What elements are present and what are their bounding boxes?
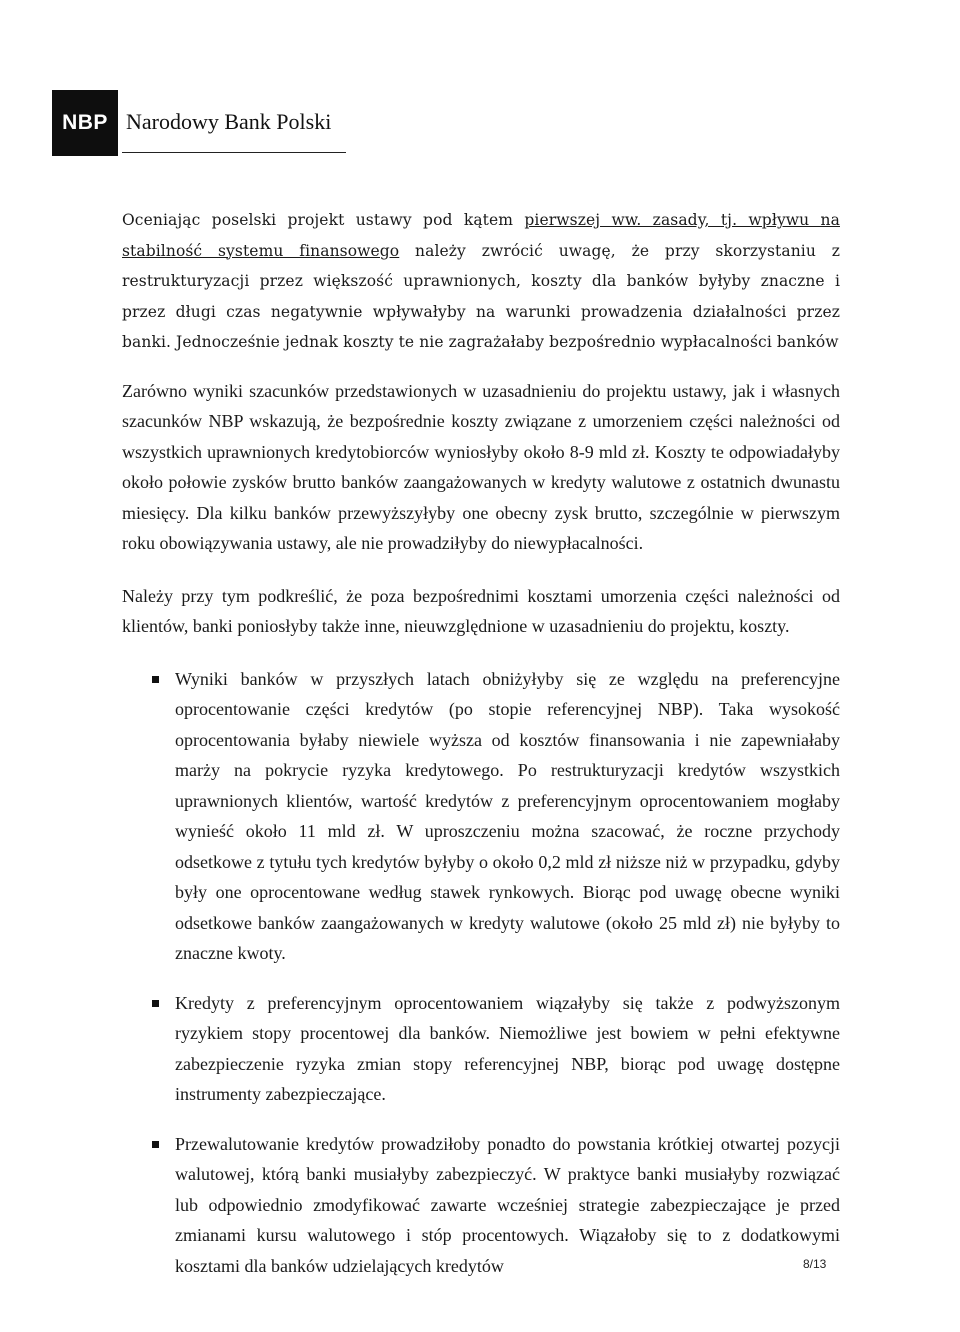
bullet-square-icon [152, 676, 159, 683]
logo-text: NBP [62, 111, 108, 134]
bullet-square-icon [152, 1141, 159, 1148]
bullet-text: Wyniki banków w przyszłych latach obniżyłyby się ze względu na preferencyjne oprocentowanie części kredytów (po stopie referencyjnej NBP). Taka wysokość oprocentowania byłaby niewiele wyższa od kosztów finansowania i nie zapewniałaby marży na pokrycie ryzyka kredytowego. Po restrukturyzacji kredytów wszystkich uprawnionych klientów, wartość kredytów z preferencyjnym oprocentowaniem mogłaby wynieść około 11 mld zł. W uproszczeniu można szacować, że roczne przychody odsetkowe z tytułu tych kredytów byłyby o około 0,2 mld zł niższe niż w przypadku, gdyby były one oprocentowane według stawek rynkowych. Biorąc pod uwagę obecne wyniki odsetkowe banków zaangażowanych w kredyty walutowe (około 25 mld zł) nie byłyby to znaczne kwoty. [175, 668, 840, 963]
document-body [122, 205, 840, 1300]
nbp-logo [52, 90, 118, 156]
page-number: 8/13 [803, 1257, 827, 1271]
bullet-item [122, 988, 840, 1110]
bullet-list [122, 664, 840, 1282]
bullet-item [122, 664, 840, 969]
paragraph-intro: Oceniając poselski projekt ustawy pod kątem [122, 211, 525, 229]
bullet-text: Kredyty z preferencyjnym oprocentowaniem wiązałyby się także z podwyższonym ryzykiem stopy procentowej dla banków. Niemożliwe jest bowiem w pełni efektywne zabezpieczenie ryzyka zmian stopy referencyjnej NBP, biorąc pod uwagę dostępne instrumenty zabezpieczające. [175, 992, 840, 1104]
bullet-text: Przewalutowanie kredytów prowadziłoby ponadto do powstania krótkiej otwartej pozycji walutowej, którą banki musiałyby zabezpieczyć. W praktyce banki musiałyby rozwiązać lub odpowiednio zmodyfikować zawarte wcześniej strategie zabezpieczające je przed zmianami kursu walutowego i stóp procentowych. Wiązałoby się to z dodatkowymi kosztami dla banków udzielających kredytów [175, 1133, 840, 1276]
paragraph-costs-estimate: Zarówno wyniki szacunków przedstawionych w uzasadnieniu do projektu ustawy, jak i własnych szacunków NBP wskazują, że bezpośrednie koszty związane z umorzeniem części należności od wszystkich uprawnionych kredytobiorców wyniosłyby około 8-9 mld zł. Koszty te odpowiadałyby około połowie zysków brutto banków zaangażowanych w kredyty walutowe z ostatnich dwunastu miesięcy. Dla kilku banków przewyższyłyby one obecny zysk brutto, szczególnie w pierwszym roku obowiązywania ustawy, ale nie prowadziłyby do niewypłacalności. [122, 380, 840, 553]
header-divider [122, 152, 346, 153]
underlined-phrase: pierwszej ww. zasady, tj. wpływu na stabilność systemu finansowego [122, 211, 840, 260]
bank-name: Narodowy Bank Polski [126, 109, 332, 134]
paragraph-stability [122, 205, 840, 358]
paragraph-rest: należy zwrócić uwagę, że przy skorzystaniu z restrukturyzacji przez większość uprawnionych, koszty dla banków byłyby znaczne i przez długi czas negatywnie wpływałyby na warunki prowadzenia działalności przez banki. Jednocześnie jednak koszty te nie zagrażałaby bezpośrednio wypłacalności banków [122, 241, 840, 351]
paragraph-other-costs: Należy przy tym podkreślić, że poza bezpośrednimi kosztami umorzenia części należności od klientów, banki poniosłyby także inne, nieuwzględnione w uzasadnieniu do projektu, koszty. [122, 585, 840, 636]
bullet-square-icon [152, 1000, 159, 1007]
bullet-item [122, 1129, 840, 1282]
